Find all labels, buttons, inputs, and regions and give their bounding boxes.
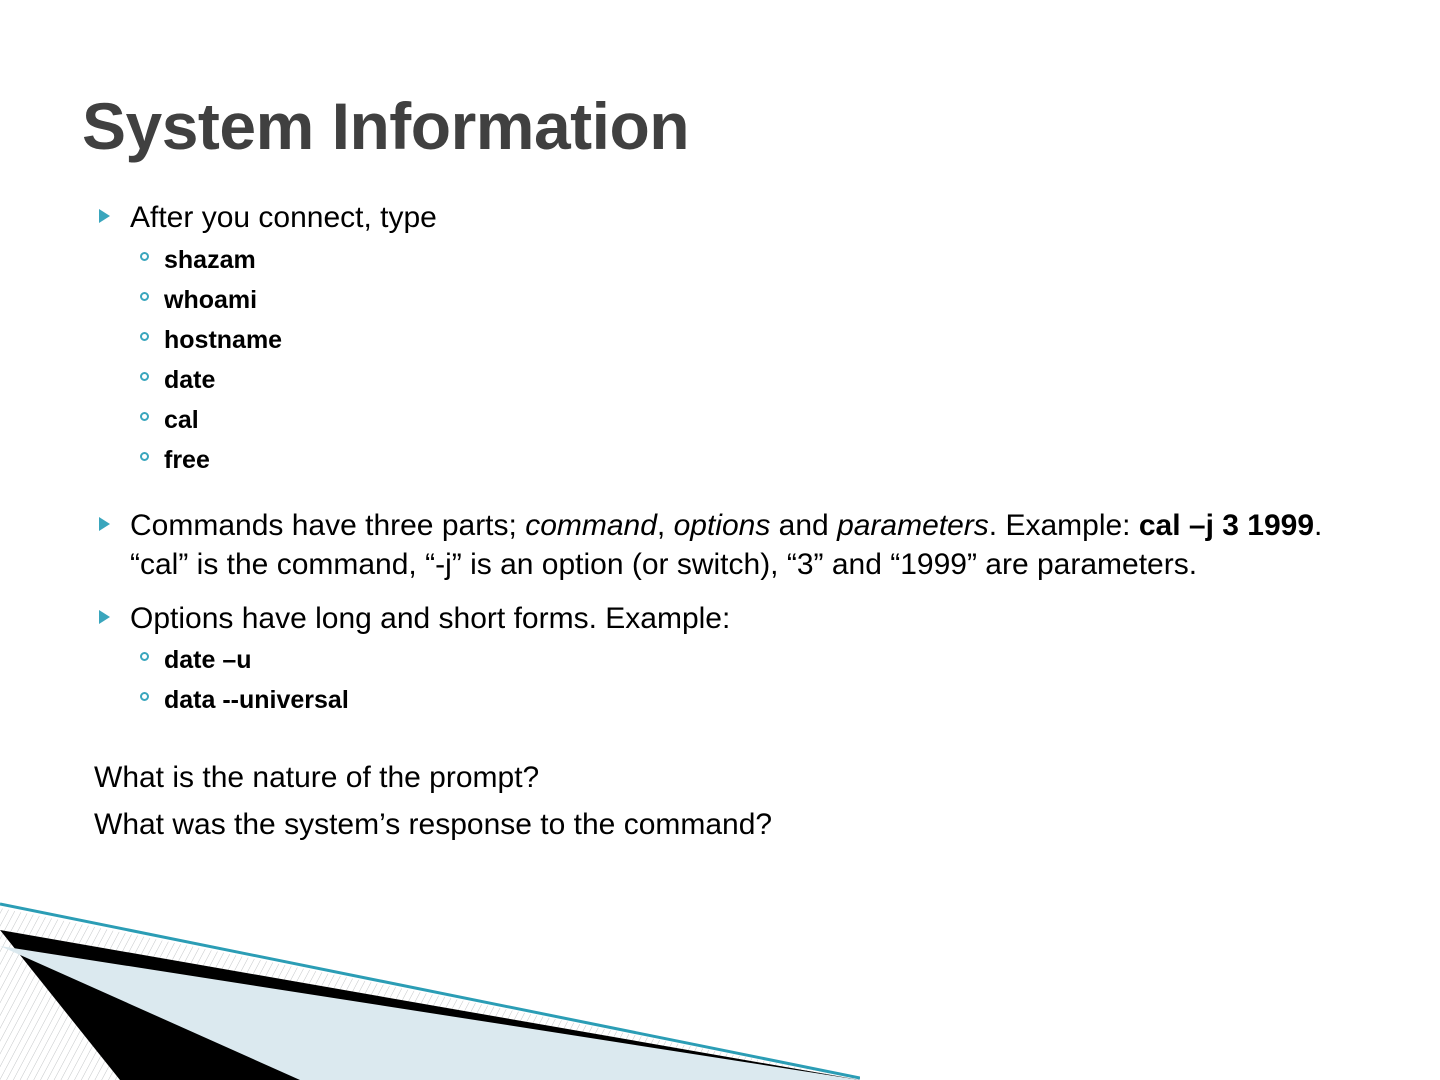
triangle-bullet-icon [99, 517, 110, 531]
spacer [92, 484, 1342, 494]
list-item-label: data --universal [164, 686, 349, 715]
list-item-label: cal [164, 405, 199, 434]
list-item [92, 284, 1342, 316]
circle-bullet-icon [140, 332, 149, 341]
paragraph-part-4: . Example: [988, 508, 1139, 542]
list-item [92, 324, 1342, 356]
spacer [92, 724, 1342, 758]
list-item [92, 364, 1342, 396]
slide-body [92, 198, 1342, 852]
paragraph-part-1: Commands have three parts; [130, 508, 526, 542]
paragraph-part-5: . “cal” is the command, “-j” is an option (or switch), “3” and “1999” are parameters. [130, 508, 1323, 582]
list-item-label: After you connect, type [130, 201, 437, 234]
circle-bullet-icon [140, 252, 149, 261]
paragraph-italic-parameters: parameters [837, 508, 989, 542]
options-bullet-label: Options have long and short forms. Example: [130, 601, 731, 635]
page-title: System Information [82, 89, 690, 163]
paragraph-part-3: and [770, 508, 838, 542]
list-item [92, 244, 1342, 276]
list-item [92, 644, 1342, 676]
corner-decoration-graphic [0, 900, 860, 1080]
circle-bullet-icon [140, 412, 149, 421]
circle-bullet-icon [140, 652, 149, 661]
circle-bullet-icon [140, 692, 149, 701]
circle-bullet-icon [140, 292, 149, 301]
triangle-bullet-icon [99, 209, 110, 223]
list-item-label: hostname [164, 325, 283, 354]
circle-bullet-icon [140, 452, 149, 461]
list-item [92, 404, 1342, 436]
question-one: What is the nature of the prompt? [94, 761, 540, 795]
list-item [92, 684, 1342, 716]
options-bullet [92, 599, 1342, 639]
list-item-label: shazam [164, 245, 256, 274]
triangle-bullet-icon [99, 610, 110, 624]
list-item [92, 198, 1342, 238]
paragraph-italic-options: options [673, 508, 771, 542]
circle-bullet-icon [140, 372, 149, 381]
paragraph-italic-command: command [525, 508, 657, 542]
paragraph-bold-example: cal –j 3 1999 [1138, 508, 1315, 542]
list-item-label: free [164, 445, 210, 474]
paragraph-part-2: , [656, 508, 674, 542]
corner-decoration [0, 900, 860, 1080]
list-item-label: whoami [164, 285, 258, 314]
list-item-label: date [164, 365, 216, 394]
question-two: What was the system’s response to the command? [94, 808, 773, 842]
list-item-label: date –u [164, 646, 252, 675]
commands-paragraph [92, 506, 1342, 585]
list-item [92, 444, 1342, 476]
